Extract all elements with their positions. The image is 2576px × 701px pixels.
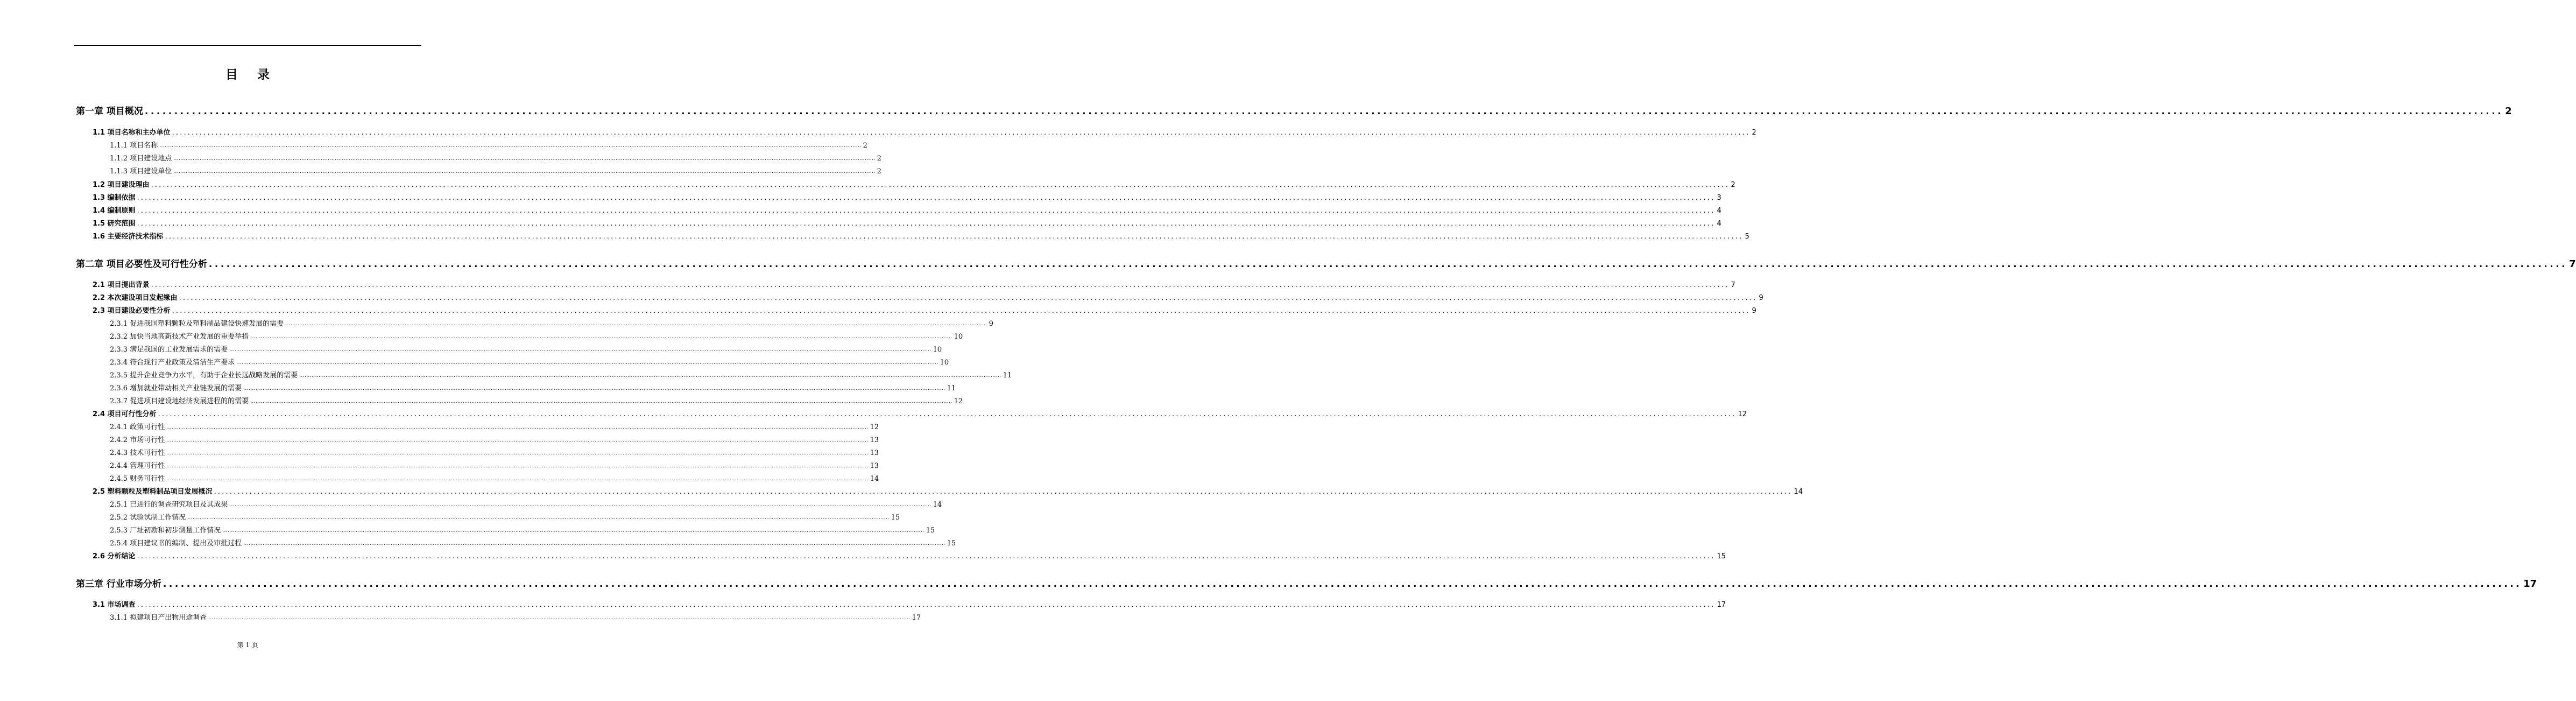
toc-entry[interactable] — [74, 180, 1735, 191]
toc-entry[interactable] — [74, 357, 949, 368]
toc-leader-dots: ................................................................................................................................................................................................................................................................................................................................................................................................................ — [229, 347, 931, 353]
toc-entry-page: 3 — [1717, 194, 1721, 202]
toc-leader-dots: ................................................................................................................................................................................................................................................................................................................................................................................................................ — [172, 307, 1751, 315]
toc-entry-label: 第一章 项目概况 — [76, 106, 143, 117]
toc-entry-label: 1.6 主要经济技术指标 — [93, 233, 164, 241]
toc-entry-page: 12 — [1738, 410, 1747, 418]
toc-entry-page: 10 — [940, 359, 949, 367]
toc-entry-label: 2.3.3 满足我国的工业发展需求的需要 — [110, 346, 228, 354]
toc-entry-label: 2.5.2 试验试制工作情况 — [110, 514, 186, 522]
toc-leader-dots: ................................................................................................................................................................................................................................................................................................................................................................................................................ — [137, 601, 1716, 609]
page-title: 目 录 — [225, 68, 277, 82]
toc-leader-dots: ................................................................................................................................................................................................................................................................................................................................................................................................................ — [285, 321, 987, 327]
toc-leader-dots: ................................................................................................................................................................................................................................................................................................................................................................................................................ — [214, 488, 1792, 496]
toc-leader-dots: ................................................................................................................................................................................................................................................................................................................................................................................................................ — [163, 579, 2522, 590]
toc-entry-label: 1.1.2 项目建设地点 — [110, 155, 172, 163]
toc-entry-page: 15 — [891, 514, 900, 522]
toc-entry-label: 2.4.2 市场可行性 — [110, 436, 165, 444]
toc-entry[interactable] — [74, 422, 879, 433]
toc-leader-dots: ................................................................................................................................................................................................................................................................................................................................................................................................................ — [166, 476, 869, 482]
toc-leader-dots: ................................................................................................................................................................................................................................................................................................................................................................................................................ — [165, 233, 1744, 241]
toc-entry-label: 2.3.4 符合现行产业政策及清洁生产要求 — [110, 359, 235, 367]
toc-entry-label: 2.3.6 增加就业带动相关产业链发展的需要 — [110, 384, 242, 392]
toc-leader-dots: ................................................................................................................................................................................................................................................................................................................................................................................................................ — [173, 169, 876, 174]
header-rule — [74, 45, 421, 46]
toc-leader-dots: ................................................................................................................................................................................................................................................................................................................................................................................................................ — [151, 181, 1730, 189]
toc-entry-page: 17 — [912, 614, 921, 622]
toc-entry-label: 2.2 本次建设项目发起缘由 — [93, 294, 178, 302]
toc-entry-page: 12 — [954, 397, 963, 405]
toc-entry[interactable] — [74, 105, 2512, 118]
toc-entry-page: 13 — [870, 462, 879, 470]
toc-entry-label: 3.1 市场调查 — [93, 601, 136, 609]
toc-entry-page: 2 — [2505, 106, 2512, 117]
toc-entry[interactable] — [74, 370, 1012, 381]
toc-entry[interactable] — [74, 513, 900, 523]
toc-entry[interactable] — [74, 551, 1726, 562]
toc-leader-dots: ................................................................................................................................................................................................................................................................................................................................................................................................................ — [166, 438, 869, 443]
toc-leader-dots: ................................................................................................................................................................................................................................................................................................................................................................................................................ — [173, 156, 876, 162]
toc-leader-dots: ................................................................................................................................................................................................................................................................................................................................................................................................................ — [159, 143, 862, 149]
toc-entry-page: 14 — [1794, 488, 1803, 496]
toc-entry-page: 17 — [1717, 601, 1726, 609]
toc-entry[interactable] — [74, 600, 1726, 611]
toc-leader-dots: ................................................................................................................................................................................................................................................................................................................................................................................................................ — [137, 207, 1716, 215]
toc-leader-dots: ................................................................................................................................................................................................................................................................................................................................................................................................................ — [166, 425, 869, 430]
toc-entry-page: 11 — [1003, 371, 1012, 380]
toc-entry-page: 2 — [1731, 181, 1735, 189]
toc-entry[interactable] — [74, 525, 935, 536]
toc-leader-dots: ................................................................................................................................................................................................................................................................................................................................................................................................................ — [243, 386, 945, 391]
toc-entry-page: 4 — [1717, 207, 1721, 215]
toc-leader-dots: ................................................................................................................................................................................................................................................................................................................................................................................................................ — [208, 615, 911, 621]
toc-leader-dots: ................................................................................................................................................................................................................................................................................................................................................................................................................ — [229, 502, 931, 508]
toc-entry-label: 1.1.1 项目名称 — [110, 142, 158, 150]
toc-entry[interactable] — [74, 232, 1749, 242]
toc-leader-dots: ................................................................................................................................................................................................................................................................................................................................................................................................................ — [172, 129, 1751, 137]
page-footer: 第 1 页 — [237, 641, 258, 649]
toc-entry-page: 9 — [1752, 307, 1756, 315]
toc-entry[interactable] — [74, 166, 881, 177]
toc-entry[interactable] — [74, 578, 2537, 591]
toc-entry-page: 13 — [870, 436, 879, 444]
toc-entry-page: 15 — [926, 527, 935, 535]
toc-entry[interactable] — [74, 435, 879, 446]
toc-entry[interactable] — [74, 293, 1763, 304]
toc-entry-label: 2.5.4 项目建议书的编制、提出及审批过程 — [110, 539, 242, 548]
toc-entry[interactable] — [74, 332, 963, 342]
toc-leader-dots: ................................................................................................................................................................................................................................................................................................................................................................................................................ — [187, 515, 890, 521]
toc-entry-page: 2 — [1752, 129, 1756, 137]
toc-entry-label: 2.3.2 加快当地高新技术产业发展的重要举措 — [110, 333, 249, 341]
toc-entry-label: 2.3.7 促进项目建设地经济发展进程的的需要 — [110, 397, 249, 405]
toc-entry[interactable] — [74, 280, 1735, 291]
toc-entry[interactable] — [74, 613, 921, 623]
toc-entry-page: 15 — [1717, 552, 1726, 560]
toc-entry-label: 2.4.5 财务可行性 — [110, 475, 165, 483]
toc-entry[interactable] — [74, 345, 942, 355]
toc-entry[interactable] — [74, 474, 879, 485]
toc-entry[interactable] — [74, 383, 956, 394]
toc-entry-label: 2.1 项目提出背景 — [93, 281, 150, 289]
toc-entry-page: 13 — [870, 449, 879, 457]
toc-entry-label: 1.2 项目建设理由 — [93, 181, 150, 189]
toc-entry-page: 14 — [933, 501, 942, 509]
toc-entry-label: 2.3.1 促进我国塑料颗粒及塑料制品建设快速发展的需要 — [110, 320, 284, 328]
toc-leader-dots: ................................................................................................................................................................................................................................................................................................................................................................................................................ — [222, 528, 924, 534]
toc-leader-dots: ................................................................................................................................................................................................................................................................................................................................................................................................................ — [179, 294, 1758, 302]
toc-entry-label: 1.4 编制原则 — [93, 207, 136, 215]
toc-leader-dots: ................................................................................................................................................................................................................................................................................................................................................................................................................ — [299, 373, 1001, 378]
toc-leader-dots: ................................................................................................................................................................................................................................................................................................................................................................................................................ — [166, 451, 869, 456]
toc-entry-page: 9 — [1759, 294, 1763, 302]
toc-leader-dots: ................................................................................................................................................................................................................................................................................................................................................................................................................ — [250, 399, 952, 404]
toc-entry[interactable] — [74, 319, 993, 330]
toc-entry-label: 2.4 项目可行性分析 — [93, 410, 157, 418]
toc-entry-label: 2.4.4 管理可行性 — [110, 462, 165, 470]
toc-entry-label: 2.3.5 提升企业竞争力水平，有助于企业长远战略发展的需要 — [110, 371, 298, 380]
toc-entry-label: 2.4.1 政策可行性 — [110, 423, 165, 431]
toc-entry[interactable] — [74, 306, 1756, 317]
toc-entry-page: 2 — [863, 142, 867, 150]
toc-entry-page: 2 — [877, 167, 881, 176]
toc-entry[interactable] — [74, 128, 1756, 138]
toc-entry[interactable] — [74, 538, 956, 549]
toc-entry[interactable] — [74, 487, 1803, 497]
toc-leader-dots: ................................................................................................................................................................................................................................................................................................................................................................................................................ — [250, 334, 952, 340]
toc-entry-label: 1.5 研究范围 — [93, 220, 136, 228]
toc-entry-page: 15 — [947, 539, 956, 548]
toc-leader-dots: ................................................................................................................................................................................................................................................................................................................................................................................................................ — [151, 281, 1730, 289]
toc-entry-page: 10 — [933, 346, 942, 354]
toc-entry-label: 2.4.3 技术可行性 — [110, 449, 165, 457]
toc-leader-dots: ................................................................................................................................................................................................................................................................................................................................................................................................................ — [166, 464, 869, 469]
toc-leader-dots: ................................................................................................................................................................................................................................................................................................................................................................................................................ — [236, 360, 938, 366]
toc-entry[interactable] — [74, 448, 879, 459]
toc-leader-dots: ................................................................................................................................................................................................................................................................................................................................................................................................................ — [243, 541, 945, 546]
toc-entry[interactable] — [74, 258, 2576, 271]
toc-leader-dots: ................................................................................................................................................................................................................................................................................................................................................................................................................ — [137, 552, 1716, 560]
toc-entry-label: 2.5 塑料颗粒及塑料制品项目发展概况 — [93, 488, 213, 496]
toc-entry-label: 2.3 项目建设必要性分析 — [93, 307, 171, 315]
toc-entry-page: 11 — [947, 384, 956, 392]
toc-entry-page: 7 — [2569, 258, 2576, 270]
toc-entry-page: 5 — [1745, 233, 1749, 241]
toc-leader-dots: ................................................................................................................................................................................................................................................................................................................................................................................................................ — [158, 410, 1737, 418]
toc-entry-label: 第二章 项目必要性及可行性分析 — [76, 259, 207, 270]
toc-entry[interactable] — [74, 461, 879, 472]
toc-entry[interactable] — [74, 193, 1721, 204]
toc-entry[interactable] — [74, 500, 942, 510]
toc-entry-page: 12 — [870, 423, 879, 431]
toc-entry-label: 1.1 项目名称和主办单位 — [93, 129, 171, 137]
toc-entry-page: 17 — [2523, 578, 2537, 590]
toc-leader-dots: ................................................................................................................................................................................................................................................................................................................................................................................................................ — [144, 106, 2504, 117]
toc-leader-dots: ................................................................................................................................................................................................................................................................................................................................................................................................................ — [208, 259, 2568, 270]
toc-entry-page: 10 — [954, 333, 963, 341]
toc-entry-page: 9 — [989, 320, 993, 328]
toc-entry-label: 1.3 编制依据 — [93, 194, 136, 202]
toc-entry-label: 1.1.3 项目建设单位 — [110, 167, 172, 176]
toc-leader-dots: ................................................................................................................................................................................................................................................................................................................................................................................................................ — [137, 194, 1716, 202]
toc-entry[interactable] — [74, 153, 881, 164]
toc-leader-dots: ................................................................................................................................................................................................................................................................................................................................................................................................................ — [137, 220, 1716, 228]
toc-entry-label: 第三章 行业市场分析 — [76, 579, 161, 590]
toc-entry-label: 3.1.1 拟建项目产出物用途调查 — [110, 614, 207, 622]
toc-entry-label: 2.6 分析结论 — [93, 552, 136, 560]
toc-entry-label: 2.5.1 已进行的调查研究项目及其成果 — [110, 501, 228, 509]
toc-entry[interactable] — [74, 141, 867, 151]
toc-entry[interactable] — [74, 396, 963, 407]
toc-entry-page: 14 — [870, 475, 879, 483]
toc-entry-page: 7 — [1731, 281, 1735, 289]
toc-entry[interactable] — [74, 409, 1747, 420]
toc-entry-page: 4 — [1717, 220, 1721, 228]
toc-entry-label: 2.5.3 厂址初勘和初步测量工作情况 — [110, 527, 221, 535]
toc-entry[interactable] — [74, 206, 1721, 216]
toc-entry[interactable] — [74, 219, 1721, 229]
toc-entry-page: 2 — [877, 155, 881, 163]
